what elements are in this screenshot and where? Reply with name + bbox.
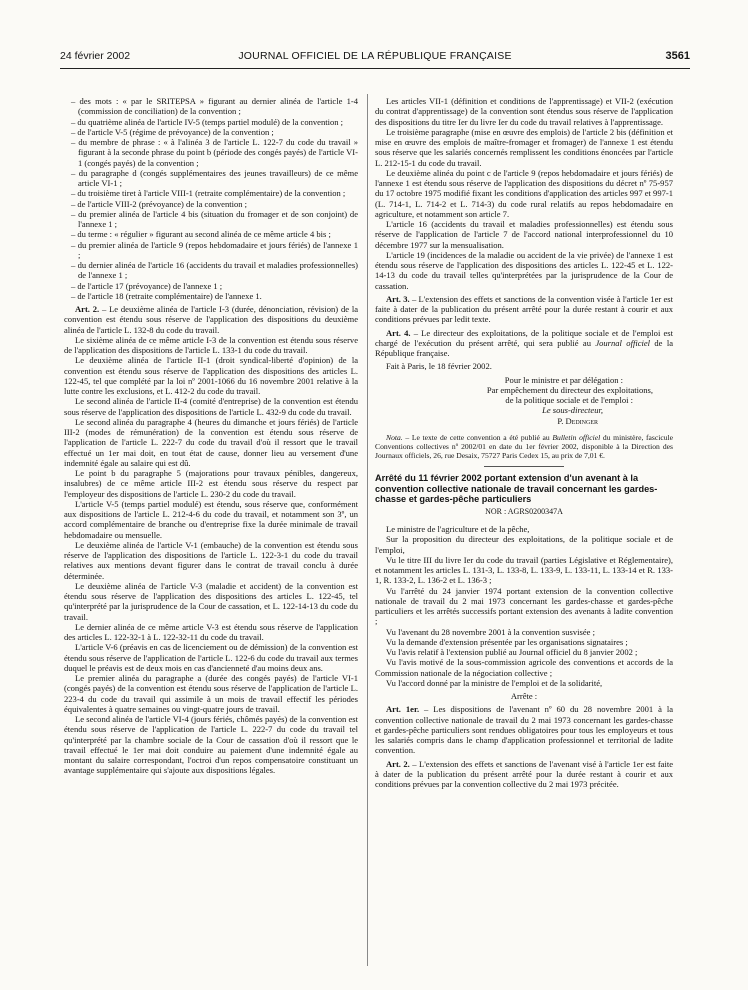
article-4-journal: Journal officiel [595, 337, 651, 348]
paragraph: L'article 19 (incidences de la maladie ou accident de la vie privée) de l'annexe 1 est étendu sous réserve de l'application des dispositions des articles L. 122-45 et L. 122-14-13 du code du travail telles qu'interprétées par la jurisprudence de la Cour de cassation. [375, 249, 673, 291]
arrete-heading: Arrête : [510, 691, 538, 702]
nota-bulletin: Bulletin officiel [552, 432, 601, 442]
paragraph: Le troisième paragraphe (mise en œuvre des emplois) de l'article 2 bis (définition et mise en œuvre des emplois de maître-fromager et fromager) de l'annexe 1 est étendu sous réserve que les salariés concernés remplissent les conditions énoncées par l'article L. 212-15-1 du code du travail. [375, 126, 673, 168]
nota-label: Nota. [386, 432, 403, 442]
list-item: – de l'article V-5 (régime de prévoyance) de la convention ; [71, 126, 274, 137]
article-3-text: – L'extension des effets et sanctions de la convention visée à l'article 1er est faite à dater de la publication du présent arrêté pour la durée restant à courir et aux conditions prévues par ledit texte. [375, 293, 673, 325]
article-4-text-b: de la République française. [375, 337, 673, 358]
preamble-line: Vu la demande d'extension présentée par les organisations signataires ; [386, 636, 628, 647]
nota-note [375, 433, 673, 461]
list-item: – du quatrième alinéa de l'article IV-5 (temps partiel modulé) de la convention ; [71, 116, 344, 127]
list-item: – du membre de phrase : « à l'alinéa 3 de l'article L. 122-7 du code du travail » figurant à la seconde phrase du point b (période des congés payés) de l'article VI-1 (congés payés) de la convention ; [71, 137, 358, 168]
paragraph: Le dernier alinéa de ce même article V-3 est étendu sous réserve de l'application des articles L. 122-32-1 à L. 122-32-11 du code du travail. [64, 621, 358, 642]
nota-text-b: du ministère, fascicule Conventions collectives nº 2002/01 en date du 1er février 2002, disponible à la Direction des Journaux officiels, 26, rue Desaix, 75727 Paris Cedex 15, au prix de 7,01 €. [375, 432, 674, 461]
paragraph: Le second alinéa de l'article VI-4 (jours fériés, chômés payés) de la convention est étendu sous réserve de l'application de l'article L. 222-7 du code du travail tel qu'interprété par la chambre sociale de la Cour de cassation d'où il ressort que le travail effectué le 1er mai doit conduire au paiement d'une indemnité égale au montant du salaire correspondant, l'octroi d'un repos compensatoire constituant un avantage supplémentaire qui s'ajoute aux dispositions légales. [64, 714, 358, 776]
nor-reference: NOR : AGRS0200347A [485, 506, 563, 516]
paragraph: L'article V-6 (préavis en cas de licenciement ou de démission) de la convention est étendu sous réserve de l'application de l'article L. 122-6 du code du travail aux termes duquel le préavis est de deux mois en cas d'ancienneté d'au moins deux ans. [64, 642, 358, 673]
article-4-text-a: – Le directeur des exploitations, de la politique sociale et de l'emploi est chargé de l'exécution du présent arrêté, qui sera publié au [375, 327, 673, 348]
done-at: Fait à Paris, le 18 février 2002. [386, 361, 492, 372]
paragraph: L'article 16 (accidents du travail et maladies professionnelles) est étendu sous réserve de l'application de l'article 7 de l'accord national interprofessionnel du 10 décembre 1977 sur la mensualisation. [375, 219, 673, 250]
paragraph: Le deuxième alinéa de l'article V-3 (maladie et accident) de la convention est étendu sous réserve de l'application des dispositions des articles L. 122-45, tel qu'interprété par la jurisprudence de la Cour de cassation, et L. 122-14-13 du code du travail. [64, 580, 358, 622]
article-2b-paragraph [375, 759, 673, 790]
article-2b-label: Art. 2. [386, 758, 410, 769]
list-item: – des mots : « par le SRITEPSA » figurant au dernier alinéa de l'article 1-4 (commission de conciliation) de la convention ; [71, 96, 358, 117]
section-separator [484, 466, 564, 467]
article-2b-text: – L'extension des effets et sanctions de l'avenant visé à l'article 1er est faite à dater de la publication du présent arrêté pour la durée restant à courir et aux conditions prévues par la convention collective du 2 mai 1973 précitée. [375, 758, 674, 790]
list-item: – du premier alinéa de l'article 4 bis (situation du fromager et de son conjoint) de l'annexe 1 ; [71, 208, 358, 229]
article-1-text: – Les dispositions de l'avenant nº 60 du 28 novembre 2001 à la convention collective nationale de travail du 2 mai 1973 concernant les gardes-chasse et gardes-pêche particuliers sont rendues obligatoires pour tous les employeurs et tous les salariés compris dans le champ d'application professionnel et territorial de ladite convention. [375, 704, 673, 756]
paragraph: L'article V-5 (temps partiel modulé) est étendu, sous réserve que, conformément aux dispositions de l'article L. 212-4-6 du code du travail, et notamment son 3º, un accord complémentaire de branche ou d'entreprise fixe la durée minimale de travail hebdomadaire ou mensuelle. [64, 498, 358, 540]
preamble-line: Le ministre de l'agriculture et de la pêche, [386, 524, 530, 535]
paragraph: Le deuxième alinéa du point c de l'article 9 (repos hebdomadaire et jours fériés) de l'annexe 1 est étendu sous réserve de l'application des dispositions du décret nº 75-957 du 17 octobre 1975 modifié fixant les conditions d'application des articles 997 et 997-1 (L. 714-1, L. 714-2 et L. 714-3) du code rural relatifs au repos hebdomadaire en agriculture, et notamment son article 7. [375, 167, 674, 219]
paragraph: Le point b du paragraphe 5 (majorations pour travaux pénibles, dangereux, insalubres) de ce même article III-2 est étendu sous réserve du respect par l'employeur des dispositions de l'article L. 230-2 du code du travail. [64, 468, 358, 499]
paragraph: Les articles VII-1 (définition et conditions de l'apprentissage) et VII-2 (exécution du contrat d'apprentissage) de la convention sont étendus sous réserve de l'application des dispositions du titre Ier du livre Ier du code du travail relatives à l'apprentissage. [375, 96, 673, 127]
paragraph: Le premier alinéa du paragraphe a (durée des congés payés) de l'article VI-1 (congés payés) de la convention est étendu sous réserve de l'application de l'article L. 223-4 du code du travail qui assimile à un mois de travail effectif les périodes équivalentes à quatre semaines ou vingt-quatre jours de travail. [64, 673, 358, 714]
header-rule [60, 68, 690, 69]
page-header [60, 50, 690, 68]
article-3-paragraph [375, 294, 673, 325]
right-column [375, 96, 673, 789]
header-date: 24 février 2002 [60, 50, 131, 62]
paragraph: Le sixième alinéa de ce même article I-3 de la convention est étendu sous réserve de l'application des dispositions de l'article L. 133-1 du code du travail. [64, 334, 358, 355]
preamble-line: Vu l'avis relatif à l'extension publié au Journal officiel du 8 janvier 2002 ; [386, 647, 638, 658]
preamble-line: Vu l'avis motivé de la sous-commission agricole des conventions et accords de la Commission nationale de la négociation collective ; [375, 657, 673, 678]
preamble-line: Sur la proposition du directeur des exploitations, de la politique sociale et de l'emploi, [375, 534, 673, 555]
article-4-label: Art. 4. [386, 327, 411, 338]
paragraph: Le second alinéa de l'article II-4 (comité d'entreprise) de la convention est étendu sous réserve de l'application des dispositions de l'article L. 432-9 du code du travail. [64, 396, 358, 417]
paragraph: Le deuxième alinéa de l'article V-1 (embauche) de la convention est étendu sous réserve de l'application des dispositions de l'article L. 122-3-1 du code du travail relatives aux mentions devant figurer dans le contrat de travail conclu à durée déterminée. [64, 539, 358, 581]
journal-title: JOURNAL OFFICIEL DE LA RÉPUBLIQUE FRANÇAISE [238, 50, 512, 62]
list-item: – du premier alinéa de l'article 9 (repos hebdomadaire et jours fériés) de l'annexe 1 ; [71, 239, 358, 260]
list-item: – de l'article VIII-2 (prévoyance) de la convention ; [71, 198, 248, 209]
article-2-text: – Le deuxième alinéa de l'article I-3 (durée, dénonciation, révision) de la convention est étendu sous réserve de l'application des dispositions du deuxième alinéa de l'article L. 132-8 du code du travail. [64, 304, 358, 335]
signature-name: P. Dedinger [557, 415, 598, 426]
left-column [64, 96, 358, 776]
paragraph: Le second alinéa du paragraphe 4 (heures du dimanche et jours fériés) de l'article III-2 (modes de rémunération) de la convention est étendu sous réserve de l'application de l'article L. 222-7 du code du travail d'où il ressort que le travail effectué un 1er mai doit, en tout état de cause, donner lieu au versement d'une indemnité égale au salaire qui est dû. [64, 416, 358, 468]
signature-role: Le sous-directeur, [542, 405, 603, 416]
article-1-label: Art. 1er. [386, 704, 420, 715]
preamble-line: Vu l'arrêté du 24 janvier 1974 portant extension de la convention collective nationale de travail du 2 mai 1973 concernant les gardes-chasse et gardes-pêche particuliers et les arrêtés successifs portant extension des avenants à ladite convention ; [375, 585, 673, 627]
article-3-label: Art. 3. [386, 293, 410, 304]
signature-line-3: de la politique sociale et de l'emploi : [505, 395, 633, 405]
preamble-line: Vu l'avenant du 28 novembre 2001 à la convention susvisée ; [386, 626, 595, 637]
article-2-label: Art. 2. [75, 304, 100, 314]
list-item: – de l'article 18 (retraite complémentaire) de l'annexe 1. [71, 290, 262, 301]
article-1-paragraph [375, 704, 673, 755]
preamble-line: Vu le titre III du livre Ier du code du travail (parties Législative et Réglementaire), et notamment les articles L. 131-3, L. 133-8, L. 133-9, L. 133-11, L. 133-14 et R. 133-1, R. 133-2, L. 136-2 et L. 136-3 ; [375, 554, 673, 586]
page-number: 3561 [665, 50, 690, 62]
signature-line-2: Par empêchement du directeur des exploitations, [486, 384, 653, 395]
list-item: – du paragraphe d (congés supplémentaires des jeunes travailleurs) de ce même article VI-1 ; [71, 167, 358, 188]
paragraph: Le deuxième alinéa de l'article II-1 (droit syndical-liberté d'opinion) de la convention est étendu sous réserve de l'application des dispositions des articles L. 122-45, tel que complété par la loi nº 2001-1066 du 16 novembre 2001 relative à la lutte contre les exclusions, et L. 412-2 du code du travail. [64, 355, 358, 396]
list-item: – du dernier alinéa de l'article 16 (accidents du travail et maladies professionnelles) de l'annexe 1 ; [71, 260, 358, 281]
nota-text-a: – Le texte de cette convention a été publié au [402, 432, 553, 442]
list-item: – de l'article 17 (prévoyance) de l'annexe 1 ; [71, 280, 223, 291]
list-item: – du terme : « régulier » figurant au second alinéa de ce même article 4 bis ; [71, 229, 331, 240]
signature-line-1: Pour le ministre et par délégation : [504, 374, 623, 385]
decree-title: Arrêté du 11 février 2002 portant extension d'un avenant à la convention collective nationale de travail concernant les gardes-chasse et gardes-pêche particuliers [375, 473, 658, 504]
article-2-paragraph [64, 304, 358, 335]
article-4-paragraph [375, 328, 673, 359]
column-divider [367, 94, 368, 966]
preamble-line: Vu l'accord donné par la ministre de l'emploi et de la solidarité, [386, 677, 603, 688]
list-item: – du troisième tiret à l'article VIII-1 (retraite complémentaire) de la convention ; [71, 188, 346, 199]
